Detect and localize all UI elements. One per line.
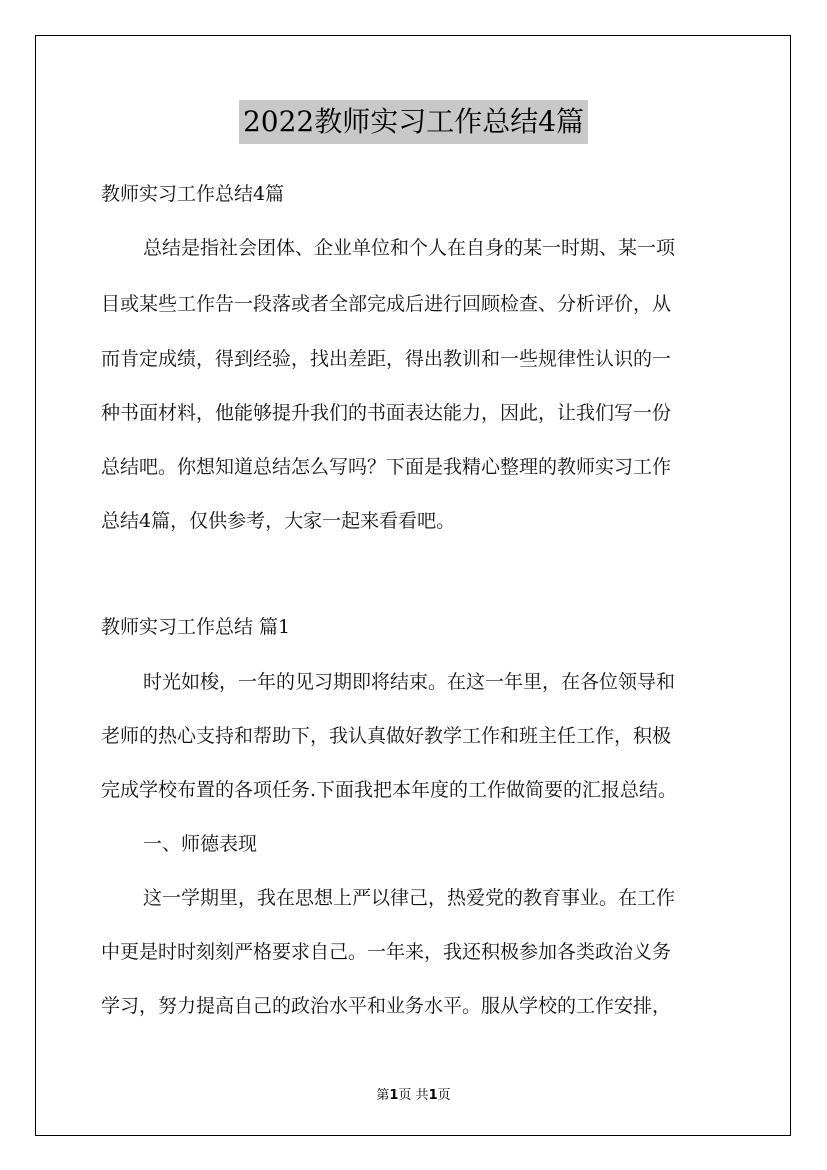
section-heading: 教师实习工作总结 篇1 — [101, 616, 291, 638]
intro-line: 总结吧。你想知道总结怎么写吗？下面是我精心整理的教师实习工作 — [101, 456, 672, 478]
page-number: 1 — [389, 1088, 399, 1103]
intro-line: 种书面材料，他能够提升我们的书面表达能力，因此，让我们写一份 — [101, 402, 672, 424]
page-total: 1 — [428, 1088, 438, 1103]
part-line: 学习，努力提高自己的政治水平和业务水平。服从学校的工作安排， — [101, 995, 672, 1017]
part-line: 中更是时时刻刻严格要求自己。一年来，我还积极参加各类政治义务 — [101, 941, 672, 963]
title-wrap — [0, 100, 827, 144]
page-footer — [0, 1084, 827, 1103]
intro-line: 目或某些工作告一段落或者全部完成后进行回顾检查、分析评价，从 — [101, 293, 672, 315]
part-line: 这一学期里，我在思想上严以律己，热爱党的教育事业。在工作 — [143, 887, 676, 909]
section-line: 完成学校布置的各项任务.下面我把本年度的工作做简要的汇报总结。 — [101, 779, 678, 801]
subtitle: 教师实习工作总结4篇 — [101, 183, 285, 205]
page-suffix: 页 — [437, 1088, 451, 1103]
intro-line: 总结4篇，仅供参考，大家一起来看看吧。 — [101, 510, 456, 532]
intro-line: 总结是指社会团体、企业单位和个人在自身的某一时期、某一项 — [143, 237, 676, 259]
page-mid: 页 共 — [398, 1088, 429, 1103]
intro-line: 而肯定成绩，得到经验，找出差距，得出教训和一些规律性认识的一 — [101, 348, 672, 370]
document-title: 2022教师实习工作总结4篇 — [239, 100, 588, 144]
section-line: 时光如梭，一年的见习期即将结束。在这一年里，在各位领导和 — [143, 671, 676, 693]
subheading: 一、师德表现 — [143, 833, 258, 855]
section-line: 老师的热心支持和帮助下，我认真做好教学工作和班主任工作，积极 — [101, 725, 672, 747]
page-prefix: 第 — [376, 1088, 390, 1103]
